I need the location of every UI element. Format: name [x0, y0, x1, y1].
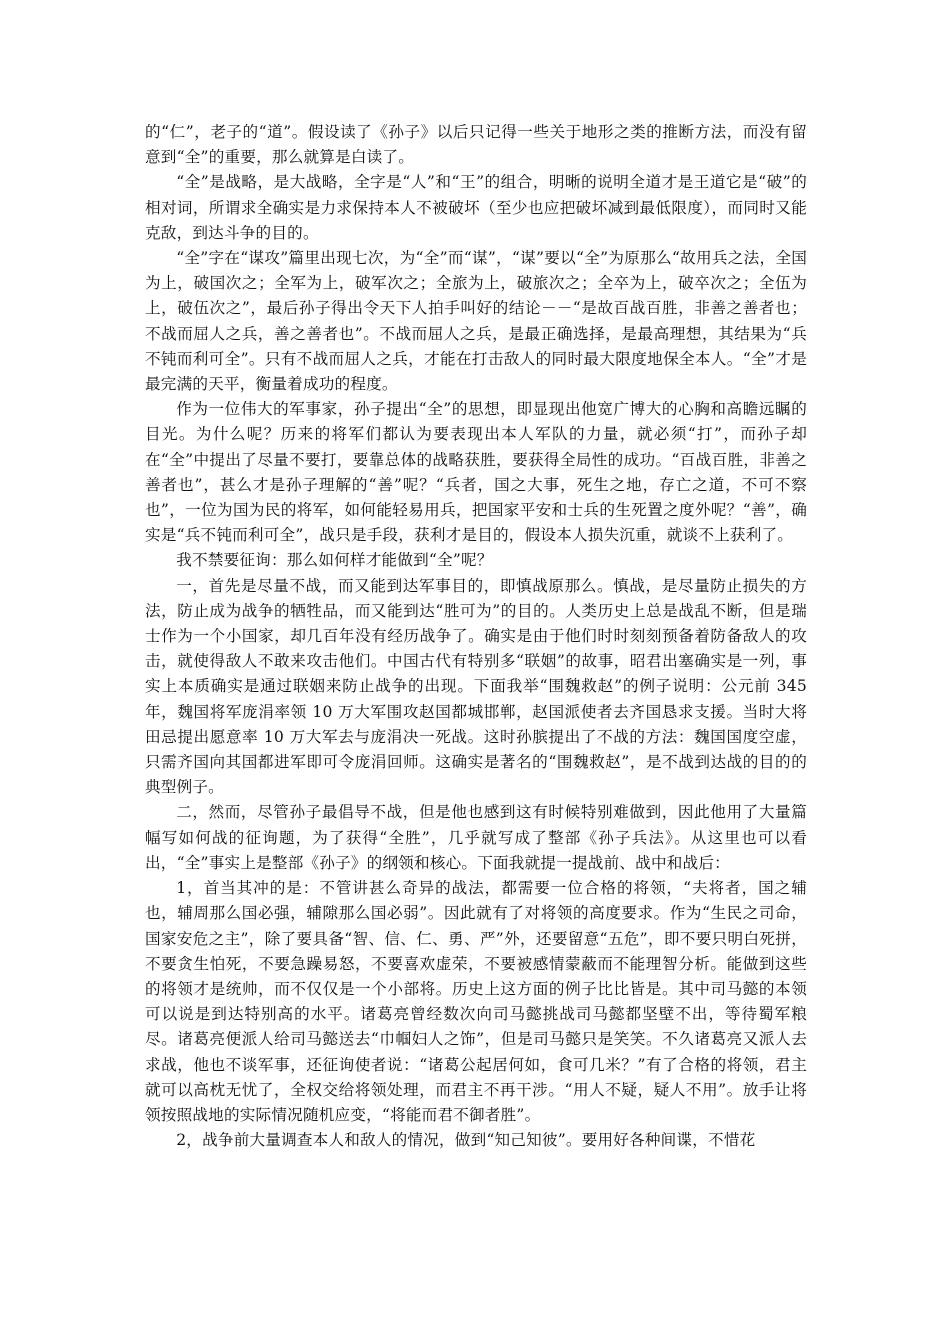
document-body [145, 120, 807, 1153]
paragraph-1: 的“仁”，老子的“道”。假设读了《孙子》以后只记得一些关于地形之类的推断方法，而没有留意到“全”的重要，那么就算是白读了。 [145, 123, 807, 167]
paragraph-5: 我不禁要征询：那么如何样才能做到“全”呢？ [176, 551, 493, 570]
paragraph-6: 一，首先是尽量不战，而又能到达军事目的，即慎战原那么。慎战，是尽量防止损失的方法，防止成为战争的牺牲品，而又能到达“胜可为”的目的。人类历史上总是战乱不断，但是瑞士作为一个小国家，却几百年没有经历战争了。确实是由于他们时时刻刻预备着防备敌人的攻击，就使得敌人不敢来攻击他们。中国古代有特别多“联姻”的故事，昭君出塞确实是一列，事实上本质确实是通过联姻来防止战争的出现。下面我举“围魏救赵”的例子说明：公元前 345 年，魏国将军庞涓率领 10 万大军围攻赵国都城邯郸，赵国派使者去齐国恳求支援。当时大将田忌提出愿意率 10 万大军去与庞涓决一死战。这时孙膑提出了不战的方法：魏国国度空虚，只需齐国向其国都进军即可令庞涓回师。这确实是著名的“围魏救赵”，是不战到达战的目的的典型例子。 [145, 576, 807, 797]
paragraph-7: 二，然而，尽管孙子最倡导不战，但是他也感到这有时候特别难做到，因此他用了大量篇幅写如何战的征询题，为了获得“全胜”，几乎就写成了整部《孙子兵法》。从这里也可以看出，“全”事实上是整部《孙子》的纲领和核心。下面我就提一提战前、战中和战后： [145, 803, 807, 872]
paragraph-9: 2，战争前大量调查本人和敌人的情况，做到“知己知彼”。要用好各种间谍，不惜花 [176, 1131, 756, 1150]
paragraph-8: 1，首当其冲的是：不管讲甚么奇异的战法，都需要一位合格的将领，“夫将者，国之辅也，辅周那么国必强，辅隙那么国必弱”。因此就有了对将领的高度要求。作为“生民之司命，国家安危之主”，除了要具备“智、信、仁、勇、严”外，还要留意“五危”，即不要只明白死拼，不要贪生怕死，不要急躁易怒，不要喜欢虚荣，不要被感情蒙蔽而不能理智分析。能做到这些的将领才是统帅，而不仅仅是一个小部将。历史上这方面的例子比比皆是。其中司马懿的本领可以说是到达特别高的水平。诸葛亮曾经数次向司马懿挑战司马懿都坚壁不出，等待蜀军粮尽。诸葛亮便派人给司马懿送去“巾帼妇人之饰”，但是司马懿只是笑笑。不久诸葛亮又派人去求战，他也不谈军事，还征询使者说：“诸葛公起居何如，食可几米？”有了合格的将领，君主就可以高枕无忧了，全权交给将领处理，而君主不再干涉。“用人不疑，疑人不用”。放手让将领按照战地的实际情况随机应变，“将能而君不御者胜”。 [145, 879, 807, 1124]
paragraph-3: “全”字在“谋攻”篇里出现七次，为“全”而“谋”，“谋”要以“全”为原那么“故用兵之法，全国为上，破国次之；全军为上，破军次之；全旅为上，破旅次之；全卒为上，破卒次之；全伍为上，破伍次之”，最后孙子得出令天下人拍手叫好的结论－－“是故百战百胜，非善之善者也；不战而屈人之兵，善之善者也”。不战而屈人之兵，是最正确选择，是最高理想，其结果为“兵不钝而利可全”。只有不战而屈人之兵，才能在打击敌人的同时最大限度地保全本人。“全”才是最完满的天平，衡量着成功的程度。 [145, 249, 807, 394]
paragraph-4: 作为一位伟大的军事家，孙子提出“全”的思想，即显现出他宽广博大的心胸和高瞻远瞩的目光。为什么呢？历来的将军们都认为要表现出本人军队的力量，就必须“打”，而孙子却在“全”中提出了尽量不要打，要靠总体的战略获胜，要获得全局性的成功。“百战百胜，非善之善者也”，甚么才是孙子理解的“善”呢？“兵者，国之大事，死生之地，存亡之道，不可不察也”，一位为国为民的将军，如何能轻易用兵，把国家平安和士兵的生死置之度外呢？“善”，确实是“兵不钝而利可全”，战只是手段，获利才是目的，假设本人损失沉重，就谈不上获利了。 [145, 400, 807, 545]
paragraph-2: “全”是战略，是大战略，全字是“人”和“王”的组合，明晰的说明全道才是王道它是“破”的相对词，所谓求全确实是力求保持本人不被破坏（至少也应把破坏减到最低限度），而同时又能克敌，到达斗争的目的。 [145, 173, 807, 242]
